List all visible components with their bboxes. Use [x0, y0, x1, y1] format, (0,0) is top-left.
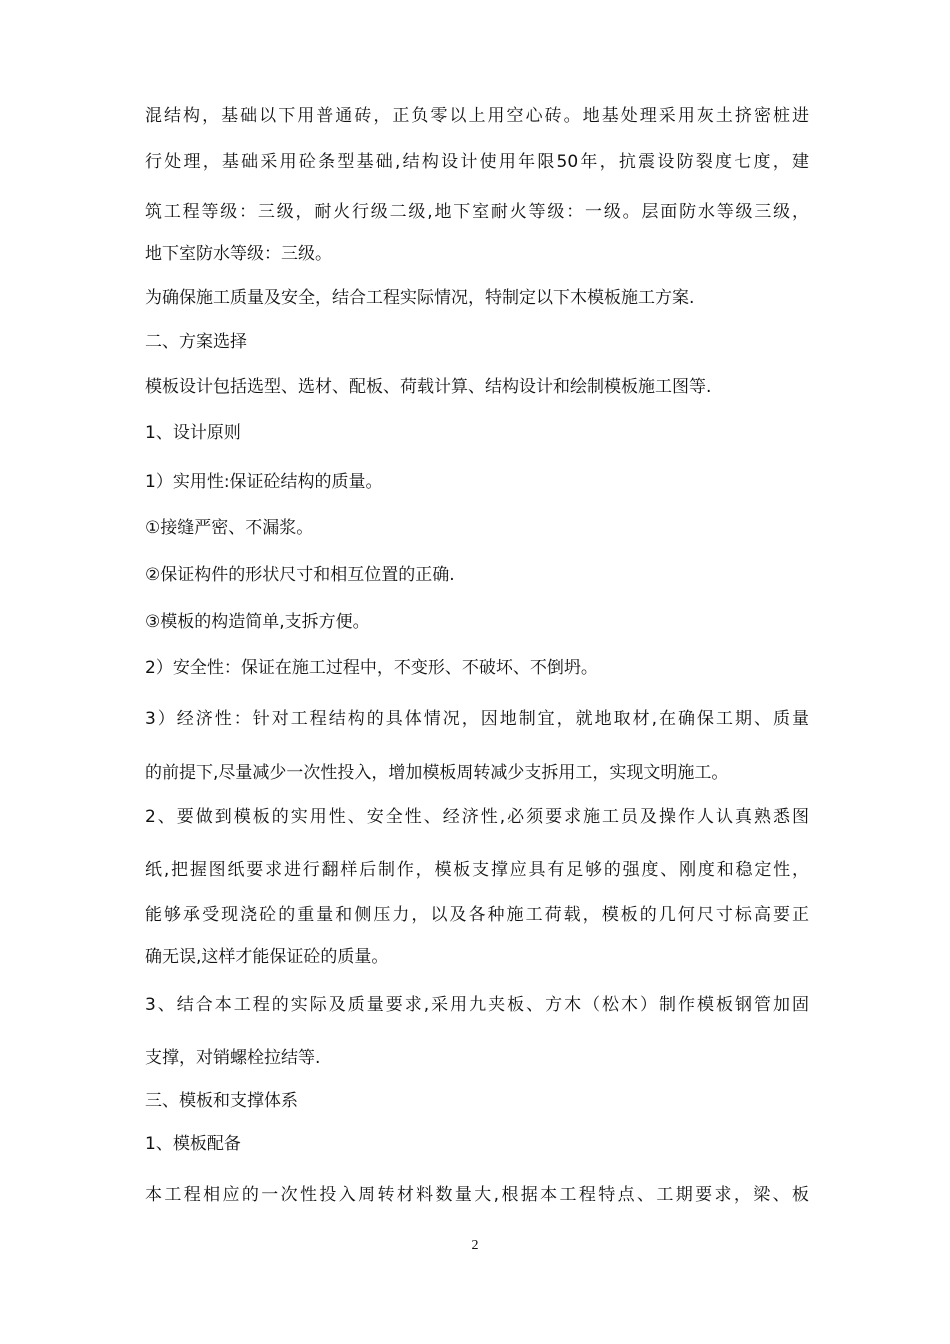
text-line: 3、结合本工程的实际及质量要求,采用九夹板、方木（松木）制作模板钢管加固 — [145, 995, 809, 1015]
text-line: 2）安全性：保证在施工过程中，不变形、不破坏、不倒坍。 — [145, 658, 598, 678]
text-line: 纸,把握图纸要求进行翻样后制作，模板支撑应具有足够的强度、刚度和稳定性， — [145, 860, 809, 880]
page-number: 2 — [471, 1238, 479, 1253]
list-item: ①接缝严密、不漏浆。 — [145, 518, 314, 538]
text-line: 本工程相应的一次性投入周转材料数量大,根据本工程特点、工期要求，梁、板 — [145, 1185, 809, 1205]
text-line: 地下室防水等级：三级。 — [145, 244, 332, 264]
text-line: 2、要做到模板的实用性、安全性、经济性,必须要求施工员及操作人认真熟悉图 — [145, 807, 809, 827]
section-heading: 二、方案选择 — [145, 332, 247, 352]
subsection-heading: 1、模板配备 — [145, 1134, 241, 1154]
subsection-heading: 1、设计原则 — [145, 423, 241, 443]
text-line: 混结构，基础以下用普通砖，正负零以上用空心砖。地基处理采用灰土挤密桩进 — [145, 106, 809, 126]
text-line: 确无误,这样才能保证砼的质量。 — [145, 947, 389, 967]
text-line: 1）实用性:保证砼结构的质量。 — [145, 472, 383, 492]
text-line: 筑工程等级：三级，耐火行级二级,地下室耐火等级：一级。层面防水等级三级， — [145, 202, 809, 222]
text-line: 为确保施工质量及安全，结合工程实际情况，特制定以下木模板施工方案. — [145, 288, 695, 308]
text-line: 支撑，对销螺栓拉结等. — [145, 1048, 321, 1068]
text-line: 行处理，基础采用砼条型基础,结构设计使用年限50年，抗震设防裂度七度，建 — [145, 152, 809, 172]
text-line: 的前提下,尽量减少一次性投入，增加模板周转减少支拆用工，实现文明施工。 — [145, 763, 729, 783]
section-heading: 三、模板和支撑体系 — [145, 1091, 298, 1111]
list-item: ③模板的构造简单,支拆方便。 — [145, 612, 370, 632]
text-line: 能够承受现浇砼的重量和侧压力，以及各种施工荷载，模板的几何尺寸标高要正 — [145, 905, 809, 925]
list-item: ②保证构件的形状尺寸和相互位置的正确. — [145, 565, 455, 585]
text-line: 模板设计包括选型、选材、配板、荷载计算、结构设计和绘制模板施工图等. — [145, 377, 712, 397]
text-line: 3）经济性：针对工程结构的具体情况，因地制宜，就地取材,在确保工期、质量 — [145, 709, 809, 729]
